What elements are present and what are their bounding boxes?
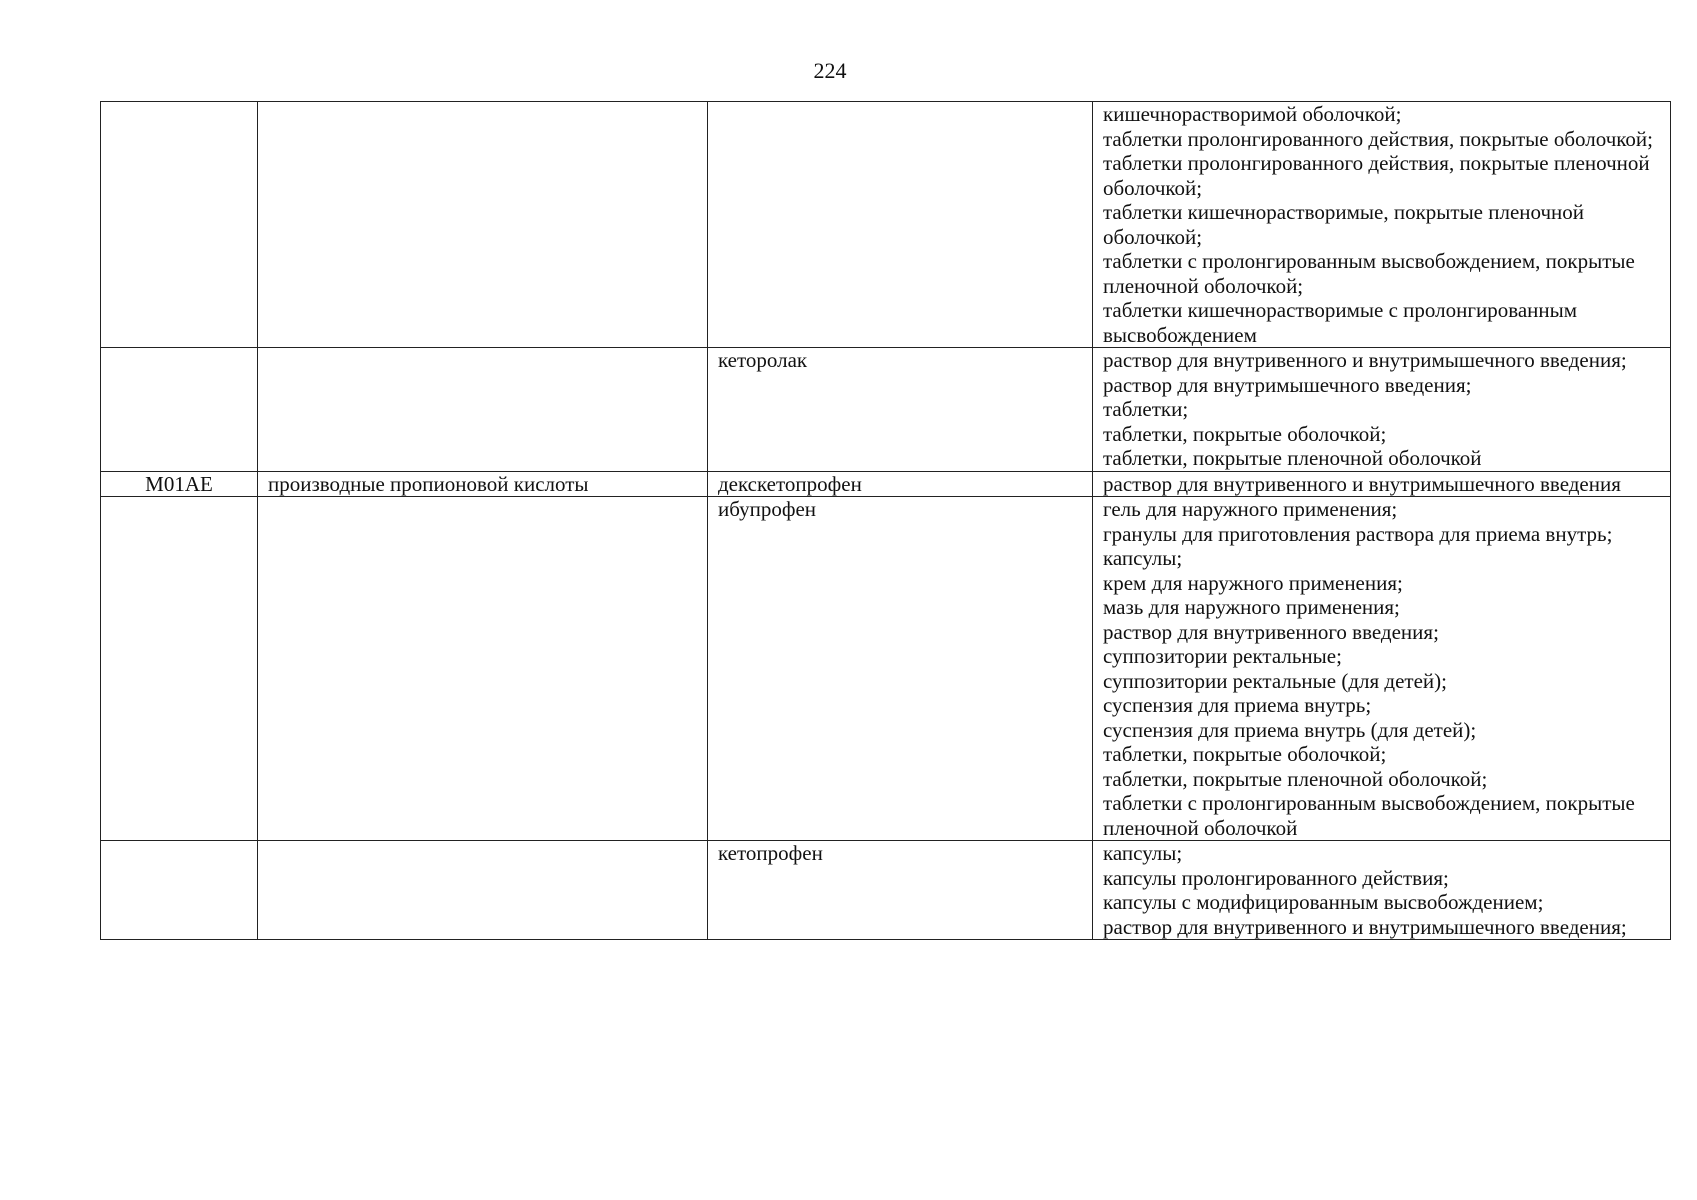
dosage-form-line: таблетки, покрытые оболочкой; [1103,421,1387,446]
dosage-form-line: таблетки кишечнорастворимые, покрытые пленочной оболочкой; [1103,200,1585,249]
dosage-form-line: таблетки, покрытые пленочной оболочкой; [1103,766,1488,791]
table-row [101,471,1671,497]
dosage-form-line: гранулы для приготовления раствора для приема внутрь; [1103,521,1613,546]
table-row [101,841,1671,940]
dosage-forms-cell [1093,471,1671,497]
dosage-form-line: таблетки кишечнорастворимые с пролонгированным высвобождением [1103,298,1578,347]
dosage-form-line: кишечнорастворимой оболочкой; [1103,102,1402,126]
dosage-form-line: раствор для внутривенного и внутримышечного введения; [1103,914,1627,939]
dosage-form-line: раствор для внутримышечного введения; [1103,372,1472,397]
dosage-form-line: суспензия для приема внутрь (для детей); [1103,717,1477,742]
table-row [101,497,1671,841]
dosage-form-line: таблетки, покрытые оболочкой; [1103,742,1387,766]
dosage-form-line: крем для наружного применения; [1103,570,1403,595]
dosage-form-line: раствор для внутривенного и внутримышечного введения [1103,471,1621,496]
group-cell: производные пропионовой кислоты [258,471,708,497]
group-cell [258,102,708,348]
atc-code-cell [101,348,258,472]
group-cell [258,497,708,841]
dosage-forms-cell [1093,102,1671,348]
dosage-form-line: раствор для внутривенного введения; [1103,619,1439,644]
dosage-form-line: суппозитории ректальные; [1103,644,1342,668]
group-cell [258,348,708,472]
table-row [101,348,1671,472]
drug-name-cell: декскетопрофен [708,471,1093,497]
page-number: 224 [813,58,847,83]
atc-code-cell [101,841,258,940]
dosage-form-line: суппозитории ректальные (для детей); [1103,668,1447,693]
dosage-form-line: таблетки с пролонгированным высвобождением, покрытые пленочной оболочкой [1103,791,1635,840]
dosage-form-line: гель для наружного применения; [1103,497,1398,521]
dosage-form-line: таблетки пролонгированного действия, покрытые пленочной оболочкой; [1103,151,1650,200]
dosage-form-line: мазь для наружного применения; [1103,595,1400,619]
drug-name-cell: ибупрофен [708,497,1093,841]
drug-table [100,101,1671,940]
atc-code-cell [101,102,258,348]
dosage-form-line: раствор для внутривенного и внутримышечного введения; [1103,348,1627,372]
dosage-form-line: суспензия для приема внутрь; [1103,693,1372,717]
dosage-form-line: капсулы; [1103,546,1183,570]
table-row [101,102,1671,348]
dosage-forms-cell [1093,348,1671,472]
dosage-form-line: капсулы; [1103,841,1183,865]
drug-name-cell: кетопрофен [708,841,1093,940]
dosage-form-line: капсулы пролонгированного действия; [1103,865,1449,890]
dosage-form-line: таблетки с пролонгированным высвобождением, покрытые пленочной оболочкой; [1103,249,1635,298]
dosage-form-line: капсулы с модифицированным высвобождением; [1103,890,1544,914]
dosage-form-line: таблетки пролонгированного действия, покрытые оболочкой; [1103,126,1653,151]
dosage-form-line: таблетки, покрытые пленочной оболочкой [1103,446,1482,470]
drug-name-cell [708,102,1093,348]
drug-name-cell: кеторолак [708,348,1093,472]
dosage-forms-cell [1093,841,1671,940]
dosage-forms-cell [1093,497,1671,841]
atc-code-cell: M01AE [101,471,258,497]
atc-code-cell [101,497,258,841]
table-body [101,102,1671,940]
dosage-form-line: таблетки; [1103,397,1189,421]
group-cell [258,841,708,940]
